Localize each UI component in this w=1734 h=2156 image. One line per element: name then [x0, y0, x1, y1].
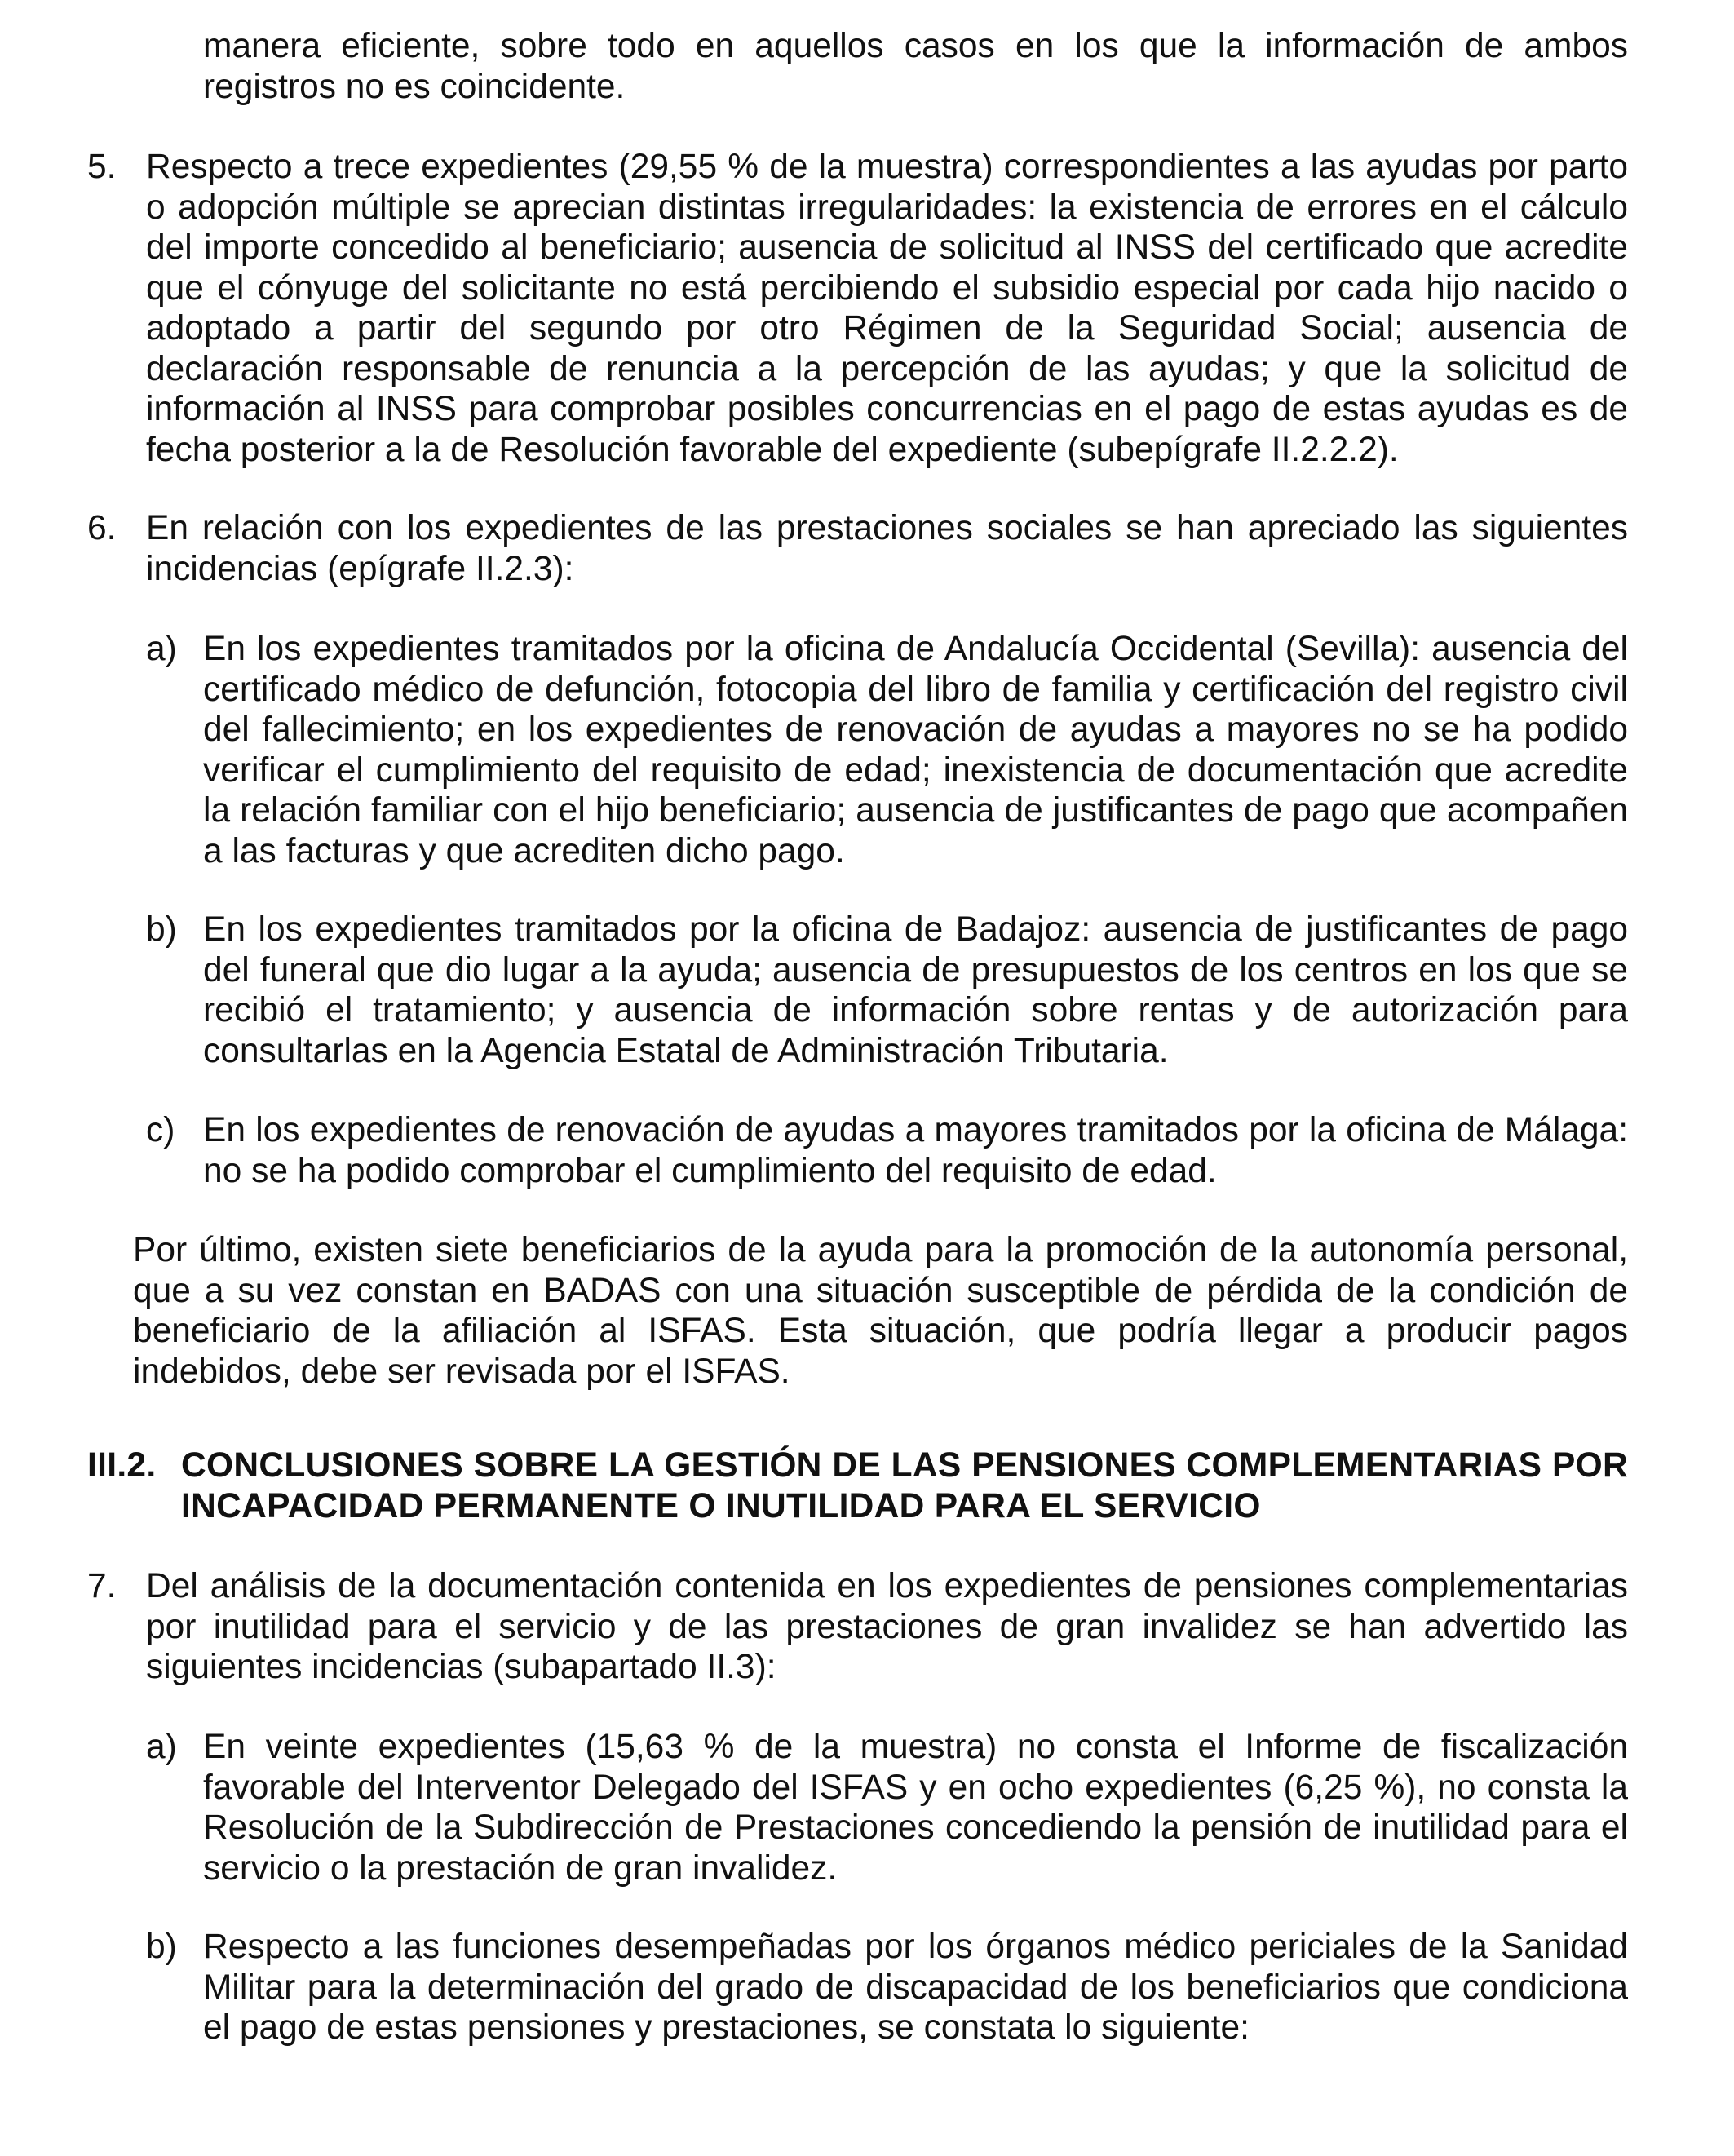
item-6c-paragraph: En los expedientes de renovación de ayudas a mayores tramitados por la oficina de Málaga: no se ha podido comprobar el cumplimiento del requisito de edad. [203, 1111, 1628, 1190]
item-5-paragraph: Respecto a trece expedientes (29,55 % de la muestra) correspondientes a las ayudas por parto o adopción múltiple se aprecian distintas irregularidades: la existencia de errores en el cálculo del importe concedido al beneficiario; ausencia de solicitud al INSS del certificado que acredite que el cónyuge del solicitante no está percibiendo el subsidio especial por cada hijo nacido o adoptado a partir del segundo por otro Régimen de la Seguridad Social; ausencia de declaración responsable de renuncia a la percepción de las ayudas; y que la solicitud de información al INSS para comprobar posibles concurrencias en el pago de estas ayudas es de fecha posterior a la de Resolución favorable del expediente (subepígrafe II.2.2.2). [146, 148, 1628, 469]
item-5-number: 5. [87, 148, 117, 186]
section-number: III.2. [87, 1446, 157, 1485]
item-6b-letter: b) [146, 910, 177, 949]
item-7-paragraph: Del análisis de la documentación contenida en los expedientes de pensiones complementarias por inutilidad para el servicio y de las prestaciones de gran invalidez se han advertido las siguientes incidencias (subapartado II.3): [146, 1567, 1628, 1686]
item-7a-letter: a) [146, 1728, 177, 1766]
continuation-paragraph: manera eficiente, sobre todo en aquellos casos en los que la información de ambos registros no es coincidente. [203, 27, 1628, 106]
item-7-number: 7. [87, 1567, 117, 1605]
closing-paragraph: Por último, existen siete beneficiarios de la ayuda para la promoción de la autonomía personal, que a su vez constan en BADAS con una situación susceptible de pérdida de la condición de beneficiario de la afiliación al ISFAS. Esta situación, que podría llegar a producir pagos indebidos, debe ser revisada por el ISFAS. [133, 1231, 1628, 1391]
item-6-paragraph: En relación con los expedientes de las prestaciones sociales se han apreciado las siguientes incidencias (epígrafe II.2.3): [146, 509, 1628, 588]
section-title: CONCLUSIONES SOBRE LA GESTIÓN DE LAS PENSIONES COMPLEMENTARIAS POR INCAPACIDAD PERMANENTE O INUTILIDAD PARA EL SERVICIO [181, 1446, 1628, 1525]
item-6a-paragraph: En los expedientes tramitados por la oficina de Andalucía Occidental (Sevilla): ausencia del certificado médico de defunción, fotocopia del libro de familia y certificación del registro civil del fallecimiento; en los expedientes de renovación de ayudas a mayores no se ha podido verificar el cumplimiento del requisito de edad; inexistencia de documentación que acredite la relación familiar con el hijo beneficiario; ausencia de justificantes de pago que acompañen a las facturas y que acrediten dicho pago. [203, 630, 1628, 870]
item-6a-letter: a) [146, 630, 177, 668]
item-6c-letter: c) [146, 1111, 175, 1149]
item-7b-paragraph: Respecto a las funciones desempeñadas por los órganos médico periciales de la Sanidad Militar para la determinación del grado de discapacidad de los beneficiarios que condiciona el pago de estas pensiones y prestaciones, se constata lo siguiente: [203, 1928, 1628, 2047]
item-7b-letter: b) [146, 1928, 177, 1966]
item-6b-paragraph: En los expedientes tramitados por la oficina de Badajoz: ausencia de justificantes de pago del funeral que dio lugar a la ayuda; ausencia de presupuestos de los centros en los que se recibió el tratamiento; y ausencia de información sobre rentas y de autorización para consultarlas en la Agencia Estatal de Administración Tributaria. [203, 910, 1628, 1070]
item-7a-paragraph: En veinte expedientes (15,63 % de la muestra) no consta el Informe de fiscalización favorable del Interventor Delegado del ISFAS y en ocho expedientes (6,25 %), no consta la Resolución de la Subdirección de Prestaciones concediendo la pensión de inutilidad para el servicio o la prestación de gran invalidez. [203, 1728, 1628, 1888]
item-6-number: 6. [87, 509, 117, 547]
